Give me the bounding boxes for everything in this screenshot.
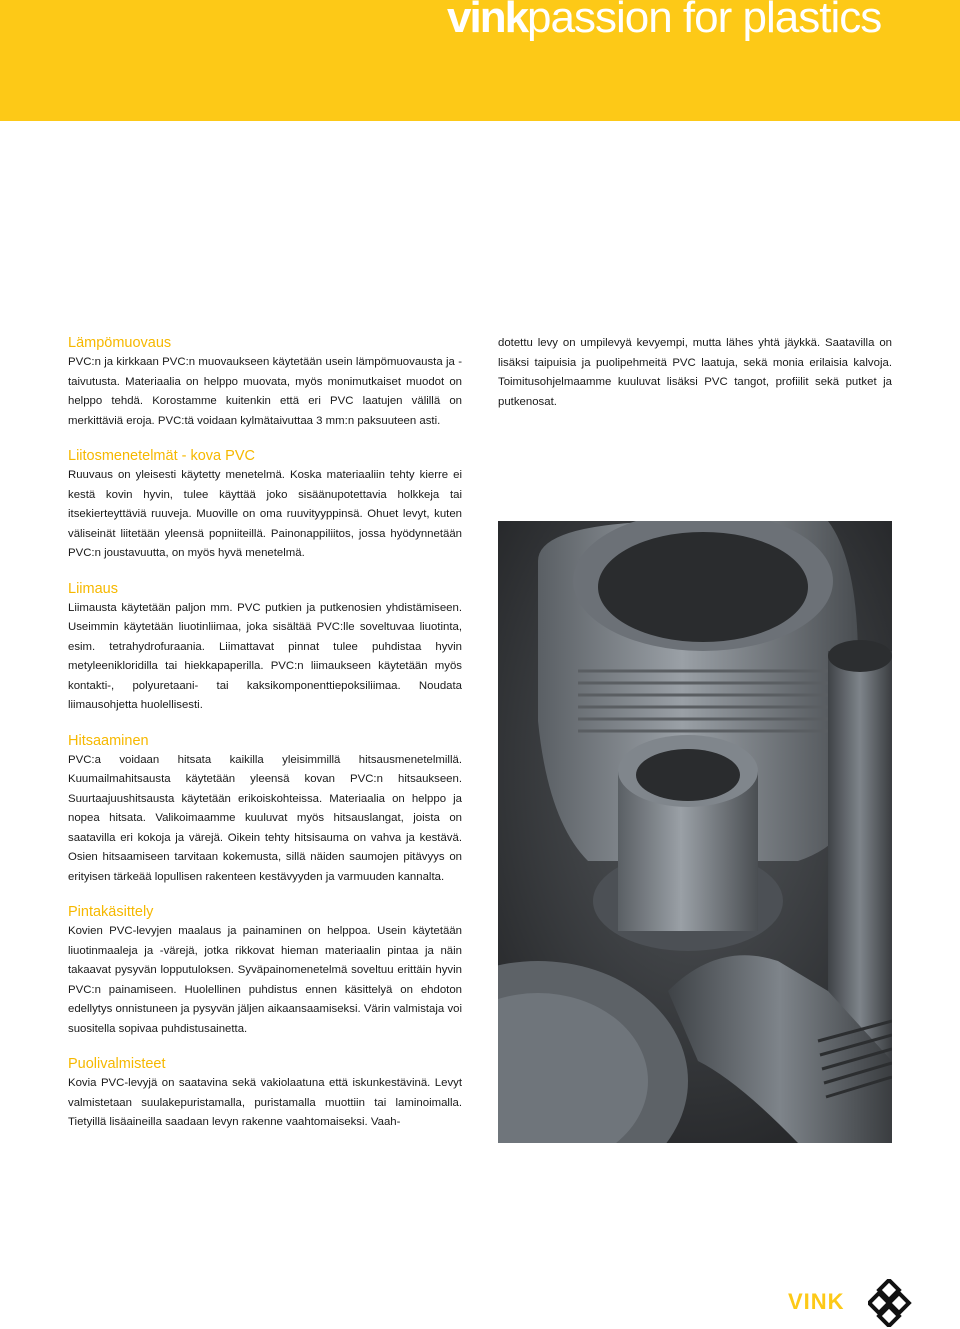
section-text: Kovia PVC-levyjä on saatavina sekä vakiolaatuna että iskunkestävinä. Levyt valmistetaan suulakepuristamalla, puristamalla muottiin tai laminoimalla. Tietyillä lisäaineilla saadaan levyn rakenne vaahtomaiseksi. Vaah- — [68, 1077, 462, 1128]
section-liitosmenetelmat — [68, 447, 462, 564]
section-text: Kovien PVC-levyjen maalaus ja painaminen on helppoa. Usein käytetään liuotinmaaleja ja -värejä, jotka rikkovat hieman materiaalin pintaa ja näin takaavat pysyvän lopputuloksen. Syväpainomenetelmä soveltuu erittäin hyvin PVC:n painamiseen. Huolellinen puhdistus ennen käsittelyä on ehdoton edellytys onnistuneen ja pysyvän jäljen aikaansaamiseksi. Värin valmistaja voi suositella sopivaa puhdistusainetta. — [68, 925, 462, 1035]
section-heading: Liitosmenetelmät - kova PVC — [68, 448, 255, 464]
pvc-pipe-fittings-photo — [498, 521, 892, 1143]
section-pintakasittely — [68, 903, 462, 1039]
slogan: passion for plastics — [527, 0, 882, 42]
brand-name: vink — [447, 0, 528, 42]
left-column — [68, 334, 462, 1149]
section-text: PVC:a voidaan hitsata kaikilla yleisimmillä hitsausmenetelmillä. Kuumailmahitsausta käytetään yleensä kovan PVC:n hitsaukseen. Suurtaajuushitsausta käytetään erikoiskohteissa. Materiaalia on helppo ja nopea hitsata. Valikoimaamme kuuluvat myös hitsauslangat, joista on saatavilla eri kokoja ja värejä. Oikein tehty hitsisauma on vahva ja kestävä. Osien hitsaamiseen tarvitaan kokemusta, sillä näiden saumojen pitävyys on erityisen tärkeää lopullisen rakenteen kestävyyden ja varmuuden kannalta. — [68, 753, 462, 883]
diamond-logo-icon — [868, 1279, 916, 1327]
section-hitsaaminen — [68, 732, 462, 888]
logo-wordmark: VINK — [788, 1289, 845, 1314]
section-heading: Puolivalmisteet — [68, 1056, 166, 1072]
section-heading: Pintakäsittely — [68, 904, 154, 920]
section-liimaus — [68, 580, 462, 716]
section-heading: Hitsaaminen — [68, 732, 149, 749]
right-column — [498, 334, 892, 412]
section-text-continued: dotettu levy on umpilevyä kevyempi, mutta lähes yhtä jäykkä. Saatavilla on lisäksi taipuisia ja puolipehmeitä PVC laatuja, sekä monia erilaisia kalvoja. Toimitusohjelmaamme kuuluvat lisäksi PVC tangot, profiilit sekä putket ja putkenosat. — [498, 337, 892, 408]
section-puolivalmisteet — [68, 1055, 462, 1133]
section-lampomuovaus — [68, 334, 462, 431]
section-text: Ruuvaus on yleisesti käytetty menetelmä. Koska materiaaliin tehty kierre ei kestä kovin hyvin, tulee käyttää joko sisäänupotettavia holkkeja tai itsekierteyttäviä ruuveja. Muoville on oma ruuvityyppinsä. Ohuet levyt, kuten väliseinät liitetään yleensä popniiteillä. Painonappiliitos, jossa hyödynnetään PVC:n joustavuutta, on myös hyvä menetelmä. — [68, 469, 462, 559]
tagline — [447, 0, 881, 42]
header-band — [0, 0, 960, 121]
section-text: Liimausta käytetään paljon mm. PVC putkien ja putkenosien yhdistämiseen. Useimmin käytetään liuotinliimaa, joka sisältää PVC:lle soveltuvaa liuotinta, esim. tetrahydrofuraania. Liimattavat pinnat tulee puhdistaa hyvin metyleenikloridilla tai hiekkapaperilla. PVC:n liimaukseen käytetään myös kontakti-, polyuretaani- tai kaksikomponenttiepoksiliimaa. Noudata liimausohjetta huolellisesti. — [68, 601, 462, 711]
vink-logo — [788, 1279, 918, 1325]
section-heading: Lämpömuovaus — [68, 335, 172, 351]
section-heading: Liimaus — [68, 580, 118, 597]
section-text: PVC:n ja kirkkaan PVC:n muovaukseen käytetään usein lämpömuovausta ja -taivutusta. Materiaalia on helppo muovata, myös monimutkaiset muodot on helppo tehdä. Korostamme kuitenkin että eri PVC laatujen välillä on merkittäviä eroja. PVC:tä voidaan kylmätaivuttaa 3 mm:n paksuuteen asti. — [68, 356, 462, 427]
